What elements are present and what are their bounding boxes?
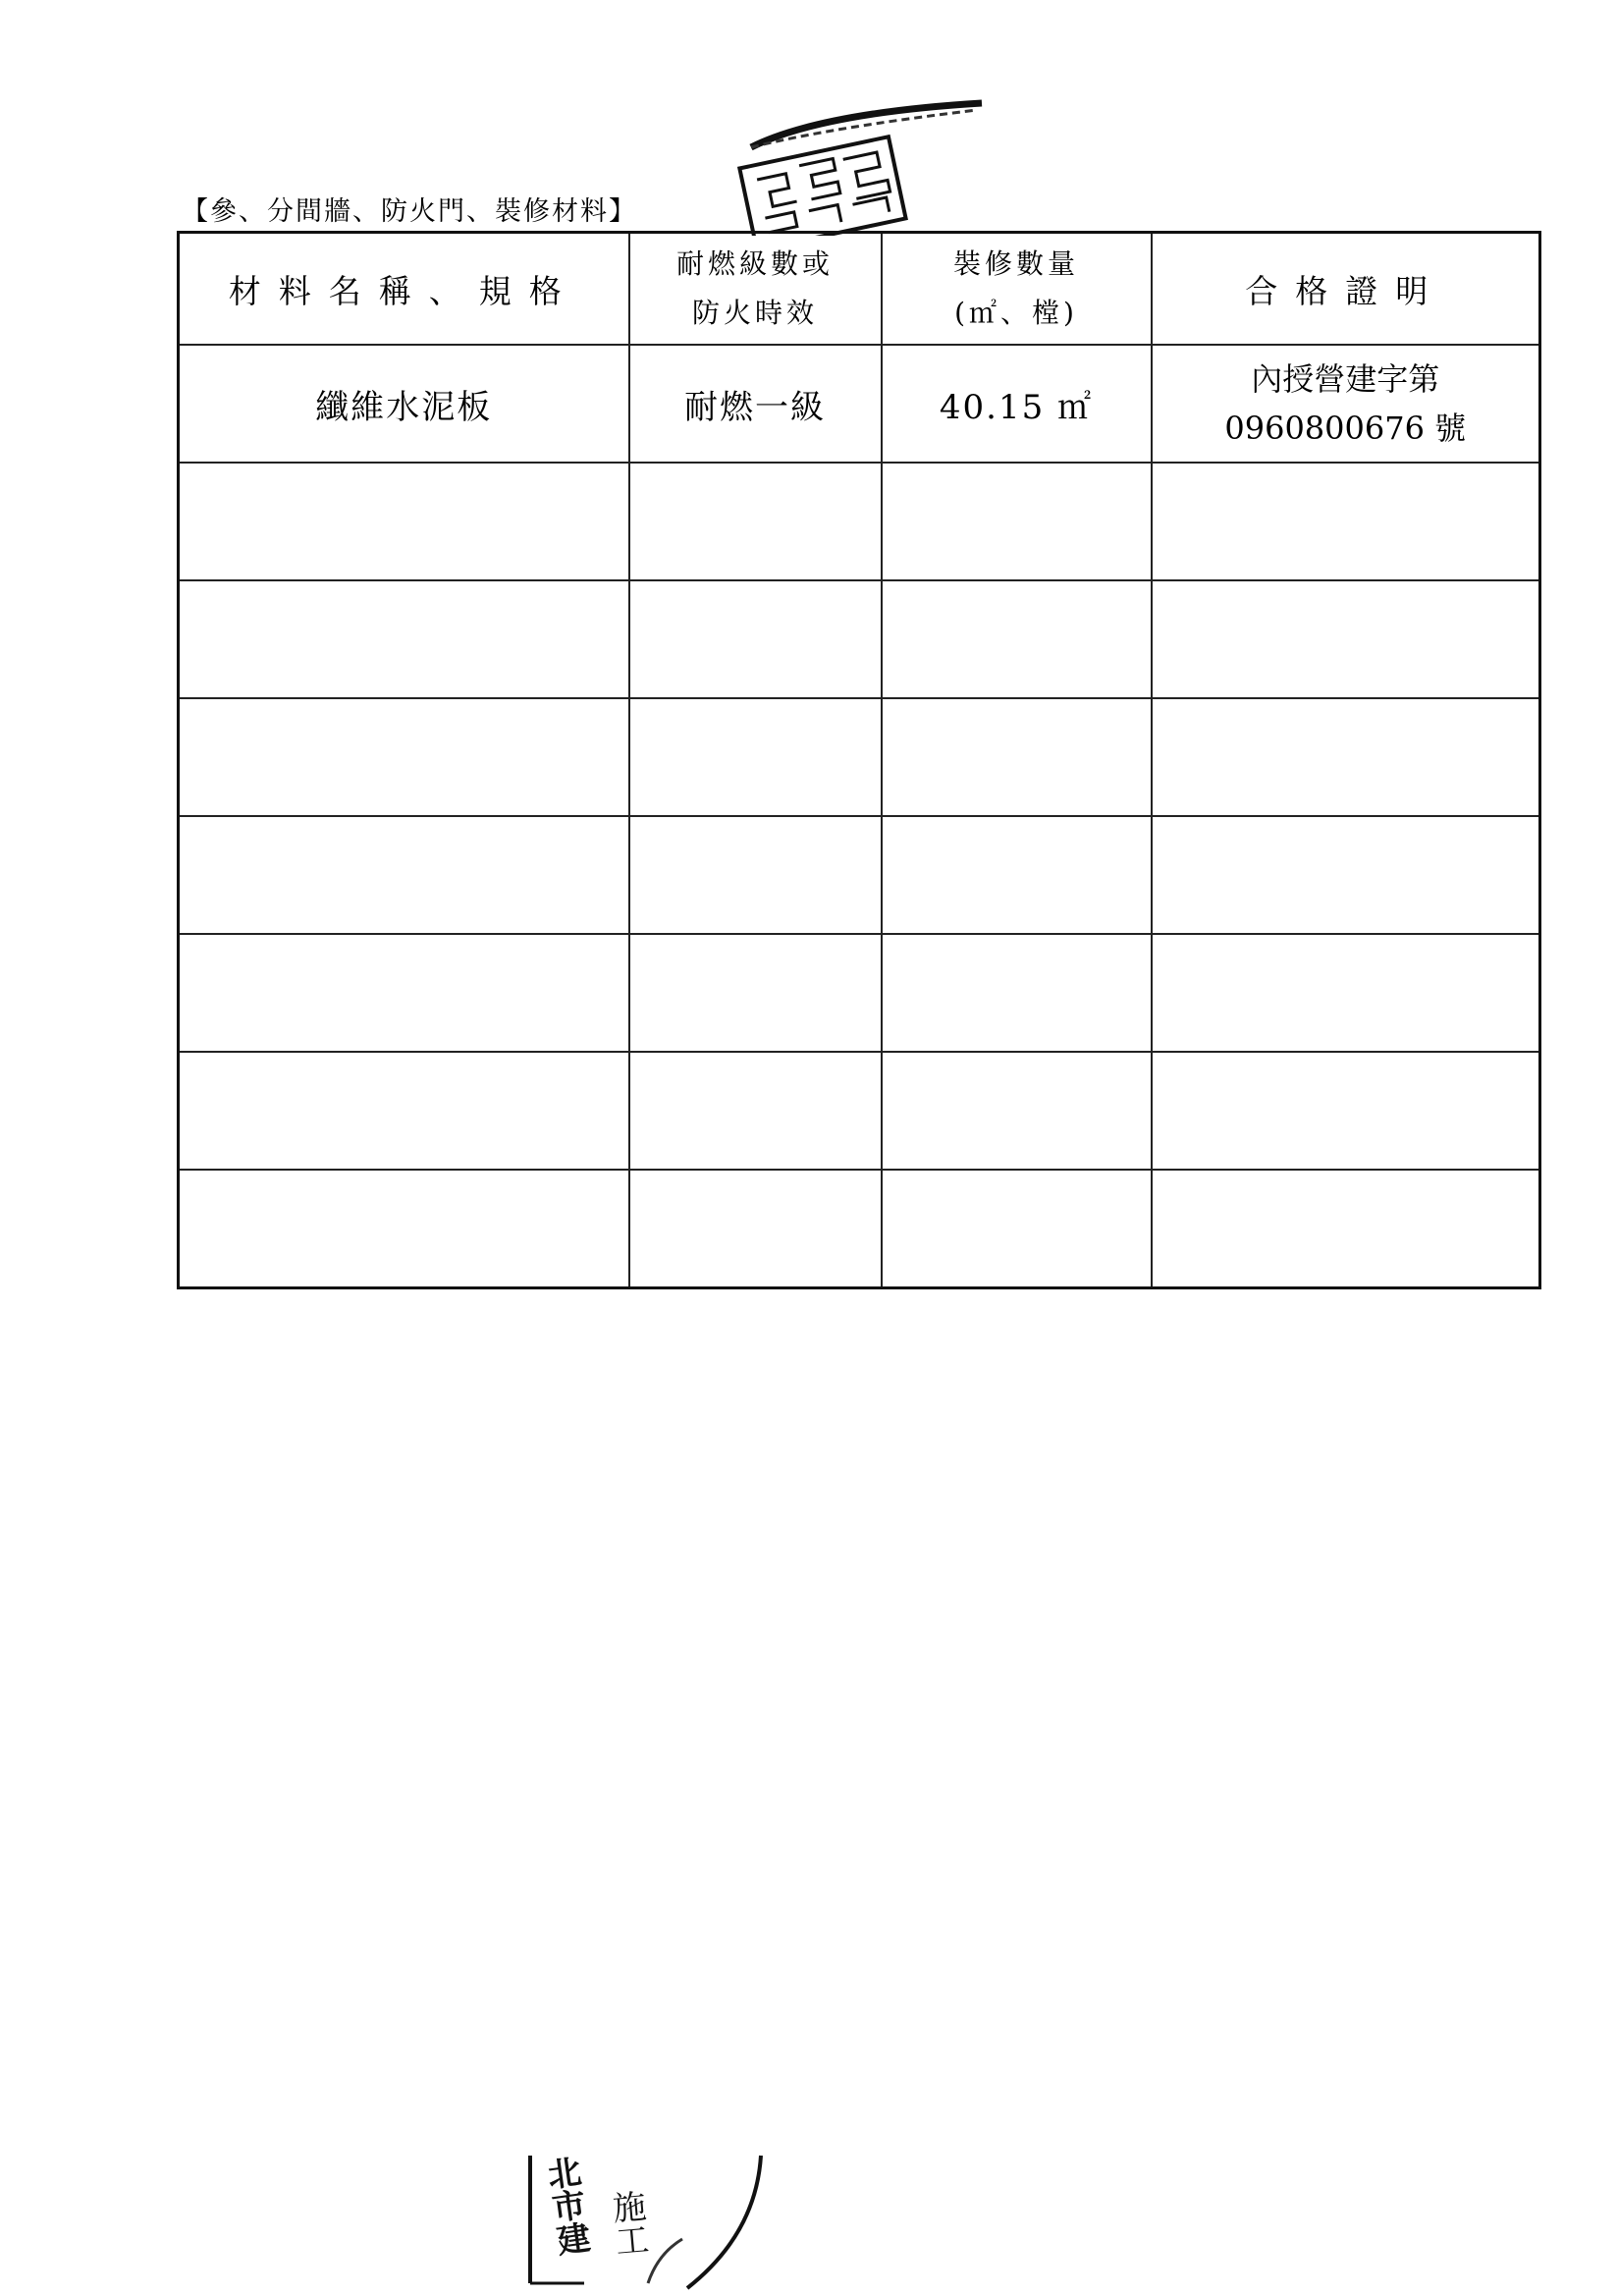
cell-quantity [882, 1052, 1152, 1170]
cell-material [179, 1170, 629, 1288]
cell-quantity [882, 580, 1152, 698]
cell-quantity [882, 934, 1152, 1052]
cell-certificate [1152, 816, 1540, 934]
cell-material [179, 580, 629, 698]
cell-certificate: 內授營建字第 0960800676 號 [1152, 345, 1540, 463]
table-row [179, 463, 1540, 580]
table-header-row [179, 233, 1540, 346]
cell-grade [629, 580, 882, 698]
header-material-name: 材料名稱、規格 [179, 233, 629, 346]
approval-stamp [511, 2146, 766, 2293]
table-row [179, 345, 1540, 463]
cell-grade [629, 698, 882, 816]
cell-material [179, 816, 629, 934]
header-fire-rating: 耐燃級數或 防火時效 [629, 233, 882, 346]
cell-grade [629, 463, 882, 580]
cell-certificate [1152, 463, 1540, 580]
cell-grade [629, 816, 882, 934]
materials-table [177, 231, 1541, 1289]
cell-certificate [1152, 934, 1540, 1052]
cell-quantity [882, 463, 1152, 580]
table-row [179, 698, 1540, 816]
table-row [179, 580, 1540, 698]
table-row [179, 1170, 1540, 1288]
header-certificate: 合格證明 [1152, 233, 1540, 346]
table-row [179, 816, 1540, 934]
cell-quantity [882, 1170, 1152, 1288]
cell-certificate [1152, 698, 1540, 816]
cell-material [179, 463, 629, 580]
cell-material [179, 1052, 629, 1170]
cell-material [179, 934, 629, 1052]
cell-grade [629, 1170, 882, 1288]
cell-grade [629, 1052, 882, 1170]
header-quantity: 裝修數量 (㎡、樘) [882, 233, 1152, 346]
cell-certificate [1152, 1052, 1540, 1170]
cell-certificate [1152, 1170, 1540, 1288]
section-title: 【參、分間牆、防火門、裝修材料】 [182, 196, 637, 227]
cell-material [179, 698, 629, 816]
stamp-text-line2: 施工 [605, 2188, 650, 2259]
cell-quantity [882, 698, 1152, 816]
cell-certificate [1152, 580, 1540, 698]
cell-quantity: 40.15 ㎡ [882, 345, 1152, 463]
cell-grade [629, 934, 882, 1052]
table-row [179, 1052, 1540, 1170]
stamp-text-line1: 北市建 [539, 2153, 592, 2259]
cell-material: 纖維水泥板 [179, 345, 629, 463]
cell-quantity [882, 816, 1152, 934]
cell-grade: 耐燃一級 [629, 345, 882, 463]
table-row [179, 934, 1540, 1052]
official-seal-stamp [731, 98, 997, 236]
